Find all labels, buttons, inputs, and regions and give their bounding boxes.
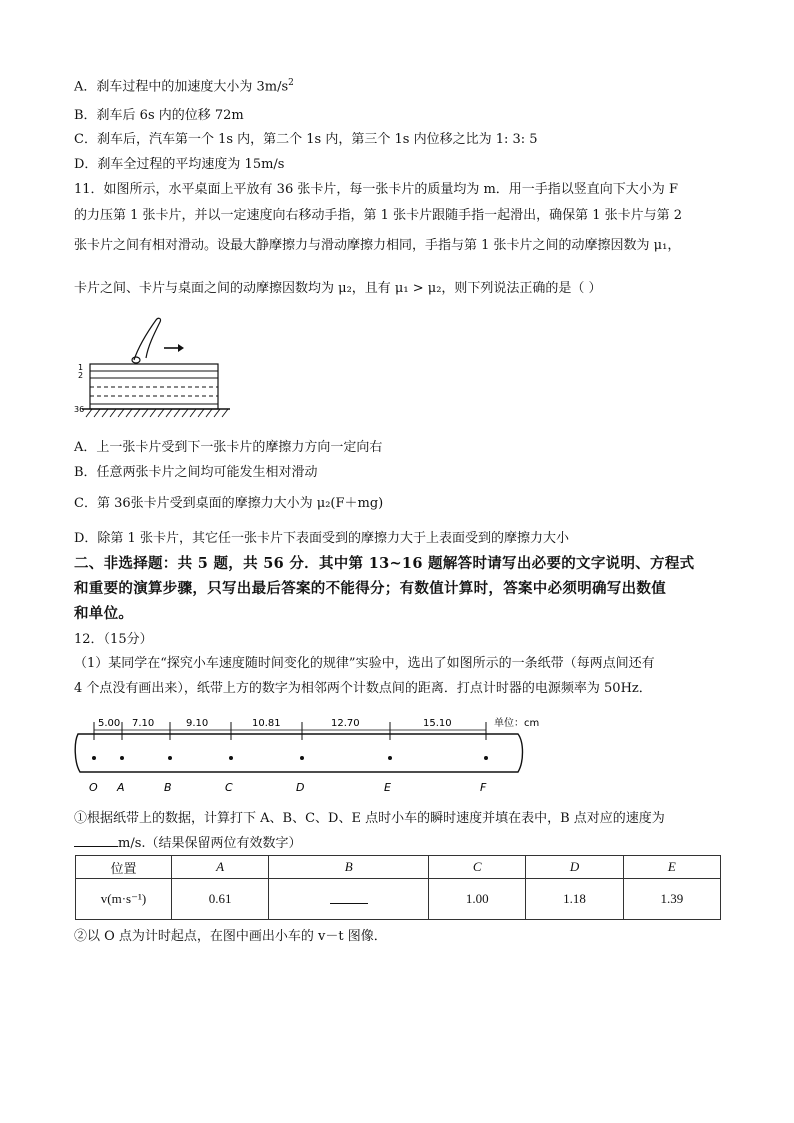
table-hatching <box>86 409 228 417</box>
tape-point-b: B <box>164 781 172 794</box>
card-label-1: 1 <box>78 363 84 372</box>
tape-distance-ab: 7.10 <box>132 718 155 729</box>
tape-unit-label: 单位：cm <box>494 718 540 729</box>
section2-line3: 和单位。 <box>74 605 134 622</box>
table-header-e: E <box>623 856 720 879</box>
fingertip <box>132 357 140 363</box>
table-header-position: 位置 <box>76 856 172 879</box>
table-row-label: v(m·s⁻¹) <box>76 879 172 920</box>
card-label-2: 2 <box>78 371 84 380</box>
table-value-c: 1.00 <box>429 879 526 920</box>
q10-option-c: C．刹车后，汽车第一个 1s 内，第二个 1s 内，第三个 1s 内位移之比为 1: 3: 5 <box>74 132 538 147</box>
tape-point-a: A <box>117 781 125 794</box>
q11-option-a: A．上一张卡片受到下一张卡片的摩擦力方向一定向右 <box>74 440 383 455</box>
q11-option-d: D．除第 1 张卡片，其它任一张卡片下表面受到的摩擦力大于上表面受到的摩擦力大小 <box>74 531 569 546</box>
card-label-36: 36 <box>74 405 85 414</box>
section2-line1: 二、非选择题：共 5 题，共 56 分．其中第 13~16 题解答时请写出必要的文字说明、方程式 <box>74 555 695 572</box>
tape-point-d: D <box>296 781 305 794</box>
tape-dot-d <box>300 756 304 760</box>
tape-point-c: C <box>225 781 233 794</box>
tape-distance-cd: 10.81 <box>252 718 281 729</box>
q12-paragraph-1: （1）某同学在“探究小车速度随时间变化的规律”实验中，选出了如图所示的一条纸带（每两点间还有 <box>74 656 655 671</box>
table-value-a: 0.61 <box>172 879 269 920</box>
table-value-d: 1.18 <box>526 879 623 920</box>
answer-blank[interactable] <box>74 834 118 847</box>
q12-sub1-line2-text: m/s.（结果保留两位有效数字） <box>118 836 302 851</box>
table-header-row <box>76 856 721 879</box>
tape-dot-f <box>484 756 488 760</box>
q12-sub1-line2 <box>74 834 302 853</box>
tape-distance-bc: 9.10 <box>186 718 209 729</box>
motion-arrow-head <box>178 344 184 352</box>
finger-outline <box>134 318 161 360</box>
q12-heading: 12．（15分） <box>74 632 153 647</box>
q11-option-c: C．第 36张卡片受到桌面的摩擦力大小为 μ₂(F＋mg) <box>74 496 384 511</box>
tape-dot-c <box>229 756 233 760</box>
tape-dot-o <box>92 756 96 760</box>
section2-line2: 和重要的演算步骤，只写出最后答案的不能得分；有数值计算时，答案中必须明确写出数值 <box>74 580 666 597</box>
q12-paragraph-2: 4 个点没有画出来），纸带上方的数字为相邻两个计数点间的距离．打点计时器的电源频率为 50Hz． <box>74 681 652 696</box>
q11-stem-line4: 卡片之间、卡片与桌面之间的动摩擦因数均为 μ₂，且有 μ₁ > μ₂，则下列说法正确的是（ ） <box>74 281 602 296</box>
tape-distance-de: 12.70 <box>331 718 360 729</box>
tape-dot-e <box>388 756 392 760</box>
tape-point-o: O <box>89 781 98 794</box>
q10-option-a-sup: 2 <box>288 78 294 88</box>
q10-option-b: B．刹车后 6s 内的位移 72m <box>74 108 244 123</box>
q11-option-b: B．任意两张卡片之间均可能发生相对滑动 <box>74 465 318 480</box>
table-value-e: 1.39 <box>623 879 720 920</box>
q10-option-d: D．刹车全过程的平均速度为 15m/s <box>74 157 285 172</box>
table-value-b[interactable] <box>269 879 429 920</box>
tape-dot-a <box>120 756 124 760</box>
q10-option-a-text: A．刹车过程中的加速度大小为 3m/s <box>74 79 289 95</box>
q12-sub2: ②以 O 点为计时起点，在图中画出小车的 v－t 图像． <box>74 929 387 944</box>
q11-stem-line3: 张卡片之间有相对滑动。设最大静摩擦力与滑动摩擦力相同，手指与第 1 张卡片之间的动摩擦因数为 μ₁， <box>74 238 681 253</box>
velocity-table <box>75 855 721 920</box>
tape-dot-b <box>168 756 172 760</box>
tape-distance-ef: 15.10 <box>423 718 452 729</box>
tape-outline <box>75 734 522 772</box>
tape-point-e: E <box>384 781 391 794</box>
table-header-b: B <box>269 856 429 879</box>
table-header-a: A <box>172 856 269 879</box>
table-velocity-row <box>76 879 721 920</box>
tape-distance-oa: 5.00 <box>98 718 121 729</box>
q12-sub1-line1: ①根据纸带上的数据，计算打下 A、B、C、D、E 点时小车的瞬时速度并填在表中，B 点对应的速度为 <box>74 811 665 826</box>
q10-option-a <box>74 74 294 96</box>
q11-stem-line1: 11．如图所示，水平桌面上平放有 36 张卡片，每一张卡片的质量均为 m．用一手指以竖直向下大小为 F <box>74 182 678 197</box>
table-header-c: C <box>429 856 526 879</box>
q11-stem-line2: 的力压第 1 张卡片，并以一定速度向右移动手指，第 1 张卡片跟随手指一起滑出，确保第 1 张卡片与第 2 <box>74 208 683 223</box>
paper-tape-figure <box>74 712 540 802</box>
card-stack-figure <box>72 312 252 422</box>
tape-point-f: F <box>480 781 487 794</box>
table-header-d: D <box>526 856 623 879</box>
table-answer-blank[interactable] <box>330 891 368 904</box>
